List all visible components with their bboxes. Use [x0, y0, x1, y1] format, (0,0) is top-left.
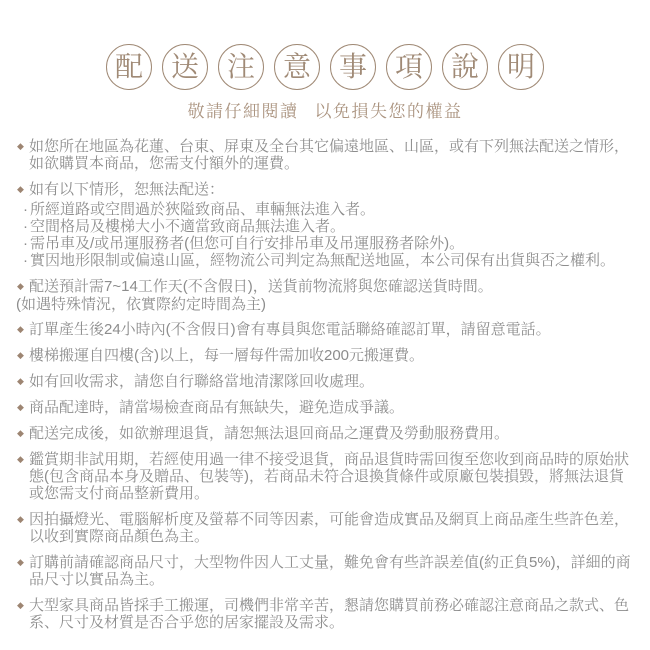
notice-text: 因拍攝燈光、電腦解析度及螢幕不同等因素，可能會造成實品及網頁上商品產生些許色差，以收到實際商品顏色為主。 [29, 510, 630, 545]
title-char: 說 [450, 51, 479, 82]
diamond-bullet-icon: ◆ [17, 350, 24, 361]
notice-text: 如有回收需求，請您自行聯絡當地清潔隊回收處理。 [29, 373, 375, 391]
notice-item [17, 555, 632, 589]
title-char-circle [498, 44, 544, 90]
dot-bullet-icon: · [23, 200, 28, 218]
notice-sub-text: 需吊車及/或吊運服務者(但您可自行安排吊車及吊運服務者除外)。 [30, 234, 465, 252]
title-char: 注 [226, 51, 255, 82]
dot-bullet-icon: · [23, 234, 28, 252]
title-char: 送 [170, 51, 199, 82]
subtitle-part-1: 敬請仔細閱讀 [187, 102, 299, 121]
notice-item [17, 348, 632, 365]
notice-text: 訂購前請確認商品尺寸，大型物件因人工丈量，難免會有些許誤差值(約正負5%)，詳細的商品尺寸以實品為主。 [29, 553, 631, 588]
notice-note: (如遇特殊情況，依實際約定時間為主) [16, 295, 266, 313]
title-char-circle [106, 44, 152, 90]
page-subtitle [0, 97, 650, 122]
diamond-bullet-icon: ◆ [17, 280, 24, 291]
page-title [0, 44, 650, 90]
notice-sub-text: 所經道路或空間過於狹隘致商品、車輛無法進入者。 [30, 200, 376, 218]
notice-list [0, 122, 650, 632]
notice-item [17, 279, 632, 314]
notice-text: 樓梯搬運自四樓(含)以上，每一層每件需加收200元搬運費。 [29, 347, 425, 365]
title-char: 事 [338, 51, 367, 82]
diamond-bullet-icon: ◆ [17, 513, 24, 524]
title-char: 配 [114, 51, 143, 82]
diamond-bullet-icon: ◆ [17, 376, 24, 387]
title-char-circle [386, 44, 432, 90]
notice-sub-text: 實因地形限制或偏遠山區，經物流公司判定為無配送地區，本公司保有出貨與否之權利。 [30, 251, 616, 269]
subtitle-part-2: 以免損失您的權益 [314, 102, 463, 121]
diamond-bullet-icon: ◆ [17, 454, 24, 465]
dot-bullet-icon: · [23, 251, 28, 269]
notice-item [17, 182, 632, 270]
notice-sub-list [23, 200, 632, 270]
title-char-circle [274, 44, 320, 90]
notice-text: 如您所在地區為花蓮、台東、屏東及全台其它偏遠地區、山區，或有下列無法配送之情形，如欲購買本商品，您需支付額外的運費。 [29, 138, 630, 172]
notice-sub-text: 空間格局及樓梯大小不適當致商品無法進入者。 [30, 217, 346, 235]
title-char-circle [218, 44, 264, 90]
title-char-circle [442, 44, 488, 90]
notice-text: 訂單產生後24小時內(不含假日)會有專員與您電話聯絡確認訂單，請留意電話。 [29, 321, 551, 339]
notice-sub-item [23, 202, 632, 219]
title-char-circle [330, 44, 376, 90]
title-char: 項 [394, 51, 423, 82]
diamond-bullet-icon: ◆ [17, 324, 24, 335]
notice-item [17, 452, 632, 503]
diamond-bullet-icon: ◆ [17, 556, 24, 567]
notice-item [17, 400, 632, 417]
notice-item [17, 374, 632, 391]
notice-sub-item [23, 253, 632, 270]
notice-text: 如有以下情形，恕無法配送： [29, 180, 225, 198]
notice-text: 商品配達時，請當場檢查商品有無缺失，避免造成爭議。 [29, 399, 405, 417]
notice-item [17, 139, 632, 173]
notice-item [17, 426, 632, 443]
notice-sub-item [23, 219, 632, 236]
notice-item [17, 322, 632, 339]
title-char: 意 [282, 51, 311, 82]
notice-text: 鑑賞期非試用期，若經使用過一律不接受退貨，商品退貨時需回復至您收到商品時的原始狀態(包含商品本身及贈品、包裝等)，若商品未符合退換貨條件或原廠包裝損毀，將無法退貨或您需支付商品整新費用。 [29, 451, 630, 502]
notice-text: 配送完成後，如欲辦理退貨，請恕無法退回商品之運費及勞動服務費用。 [29, 425, 510, 443]
diamond-bullet-icon: ◆ [17, 141, 24, 151]
title-char-circle [162, 44, 208, 90]
notice-item [17, 598, 632, 632]
diamond-bullet-icon: ◆ [17, 599, 24, 610]
notice-text: 大型家具商品皆採手工搬運，司機們非常辛苦，懇請您購買前務必確認注意商品之款式、色系、尺寸及材質是否合乎您的居家擺設及需求。 [29, 596, 630, 631]
notice-sub-item [23, 236, 632, 253]
diamond-bullet-icon: ◆ [17, 402, 24, 413]
diamond-bullet-icon: ◆ [17, 428, 24, 439]
notice-text: 配送預計需7~14工作天(不含假日)，送貨前物流將與您確認送貨時間。 [29, 277, 493, 295]
title-char: 明 [506, 51, 535, 82]
diamond-bullet-icon: ◆ [17, 183, 24, 194]
notice-item [17, 512, 632, 546]
page-header [0, 0, 650, 122]
dot-bullet-icon: · [23, 217, 28, 235]
